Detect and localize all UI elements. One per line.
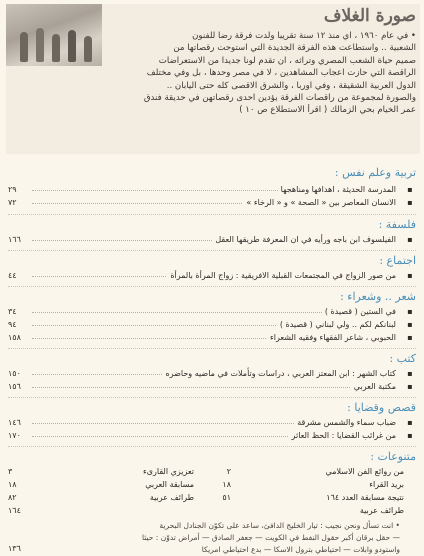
section-heading: تربية وعلم نفس : (334, 166, 416, 179)
entry-page: ١٤٦ (8, 418, 21, 427)
toc-entry[interactable]: ▪ كتاب الشهر : ابن المعتز العربي ، دراسات وتأملات في ماضيه وحاضره ١٥٠ (8, 369, 413, 378)
misc-entry-title[interactable]: بريد القراء (369, 480, 404, 489)
entry-page: ٢٩ (8, 185, 17, 194)
section-divider (8, 250, 416, 251)
section-heading: متنوعات : (370, 450, 416, 463)
misc-entry-page: ١٦٤ (8, 506, 21, 515)
section-divider (8, 446, 416, 447)
cover-text-line: والصورة لمجموعة من راقصات الفرقة يؤدين احدى رقصاتهن في حديقة فندق (143, 93, 416, 104)
misc-entry-title[interactable]: نتيجة مسابقة العدد ١٦٤ (326, 493, 404, 502)
cover-text-line: • في عام ١٩٦٠ ، اي منذ ١٢ سنة تقريبا ولدت فرقة رضا للفنون (192, 31, 416, 41)
misc-entry-title[interactable]: تعزيزي القارىء (143, 467, 194, 476)
toc-entry[interactable]: ▪ من صور الزواج في المجتمعات القبلية الافريقية : زواج المرأة بالمرأة ٤٤ (8, 271, 413, 280)
entry-title: المدرسة الحديثة ، اهدافها ومناهجها (278, 184, 396, 196)
cover-text-line: الراقصة التي حازت اعجاب المشاهدين ، لا في مصر وحدها ، بل وفي مختلف (146, 68, 416, 79)
misc-row (8, 505, 416, 517)
toc-entry[interactable]: ▪ في الستين ( قصيدة ) ٣٤ (8, 307, 413, 316)
section-heading: اجتماع : (379, 254, 416, 267)
section-heading: كتب : (389, 352, 416, 365)
section-heading: شعر .. وشعراء : (340, 290, 416, 303)
qa-entry-page: ١٣٦ (8, 544, 21, 553)
cover-description (12, 30, 416, 117)
cover-title: صورة الغلاف (323, 6, 416, 26)
entry-title: مكتبة العربي (351, 381, 396, 393)
entry-title: من غرائب القضايا : الحظ العاثر (289, 430, 396, 442)
toc-entry[interactable]: ▪ المدرسة الحديثة ، اهدافها ومناهجها ٢٩ (8, 185, 413, 194)
misc-entry-page: ١٨ (8, 480, 17, 489)
misc-row (8, 479, 416, 491)
toc-entry[interactable]: ▪ من غرائب القضايا : الحظ العاثر ١٧٠ (8, 431, 413, 440)
entry-page: ٧٢ (8, 198, 17, 207)
entry-page: ٤٤ (8, 271, 17, 280)
section-divider (8, 348, 416, 349)
misc-entry-page: ٨٢ (8, 493, 17, 502)
entry-title: الانسان المعاصر بين « الصحة » و « الرخاء » (243, 197, 396, 209)
entry-page: ١٥٨ (8, 333, 21, 342)
entry-title: في الستين ( قصيدة ) (322, 306, 396, 318)
misc-entry-page: ٢ (226, 467, 231, 476)
entry-title: الفيلسوف ابن باجه ورأيه في ان المعرفة طريقها العقل (212, 234, 396, 246)
entry-page: ٣٤ (8, 307, 17, 316)
entry-page: ١٥٠ (8, 369, 21, 378)
entry-title: الحبوبي ، شاعر الفقهاء وفقيه الشعراء (267, 332, 396, 344)
misc-entry-page: ٥١ (222, 493, 231, 502)
misc-entry-page: ٣ (8, 467, 13, 476)
misc-entry-title[interactable]: مسابقة العربي (145, 480, 194, 489)
misc-entry-title[interactable]: طرائف عربية (149, 493, 194, 502)
misc-entry-title[interactable]: من روائع الفن الاسلامي (325, 467, 404, 476)
section-divider (8, 286, 416, 287)
entry-title: لبنانكم لكم .. ولي لبناني ( قصيدة ) (277, 319, 396, 331)
cover-text-line: الدول العربية الشقيقة ، وفي اوربا ، والشرق الاقصى كله حتى اليابان .. (166, 80, 416, 91)
entry-title: من صور الزواج في المجتمعات القبلية الافريقية : زواج المرأة بالمرأة (167, 270, 396, 282)
toc-entry[interactable]: ▪ الانسان المعاصر بين « الصحة » و « الرخاء » ٧٢ (8, 198, 413, 207)
toc-entry[interactable]: ▪ ضباب سماء والشمس مشرقة ١٤٦ (8, 418, 413, 427)
qa-entry-line: • انت تسأل ونحن نجيب : تيار الخليج الدافئ، ساعد على تكوّن الجنادل البحرية (159, 521, 400, 530)
misc-entry-page: ١٨ (222, 480, 231, 489)
section-heading: فلسفة : (378, 218, 416, 231)
entry-title: كتاب الشهر : ابن المعتز العربي ، دراسات وتأملات في ماضيه وحاضره (163, 368, 396, 380)
toc-entry[interactable]: ▪ مكتبة العربي ١٥٦ (8, 382, 413, 391)
entry-title: ضباب سماء والشمس مشرقة (294, 417, 396, 429)
entry-page: ١٦٦ (8, 235, 21, 244)
cover-text-line: الشعبية .. واستطاعت هذه الفرقة الجديدة التي استوحت رقصاتها من (173, 43, 416, 54)
misc-row (8, 466, 416, 478)
section-divider (8, 397, 416, 398)
entry-page: ٩٤ (8, 320, 17, 329)
entry-page: ١٧٠ (8, 431, 21, 440)
qa-entry-line: — حقل برقان أكبر حقول النفط في الكويت — جعفر الصادق — أمراض تدوّن : حيثا (141, 533, 400, 542)
entry-page: ١٥٦ (8, 382, 21, 391)
toc-entry[interactable]: ▪ الحبوبي ، شاعر الفقهاء وفقيه الشعراء ١٥٨ (8, 333, 413, 342)
misc-row (8, 492, 416, 504)
qa-entry-line: واستودو وابلات — احتياطي بترول الاسكا — بدع احتياطي امريكا (201, 545, 400, 554)
cover-text-line: صميم حياة الشعب المصري وتراثه ، ان تقدم لونا جديدا من الاستعراضات (158, 55, 416, 66)
toc-entry[interactable]: ▪ الفيلسوف ابن باجه ورأيه في ان المعرفة طريقها العقل ١٦٦ (8, 235, 413, 244)
section-heading: قصص وقضايا : (347, 401, 416, 414)
misc-entry-title[interactable]: طرائف عربية (359, 506, 404, 515)
toc-entry[interactable]: ▪ لبنانكم لكم .. ولي لبناني ( قصيدة ) ٩٤ (8, 320, 413, 329)
section-divider (8, 214, 416, 215)
cover-text-line: عمر الخيام بحي الزمالك ( اقرأ الاستطلاع ص ١٠ ) (239, 105, 416, 116)
cover-section (6, 4, 420, 154)
